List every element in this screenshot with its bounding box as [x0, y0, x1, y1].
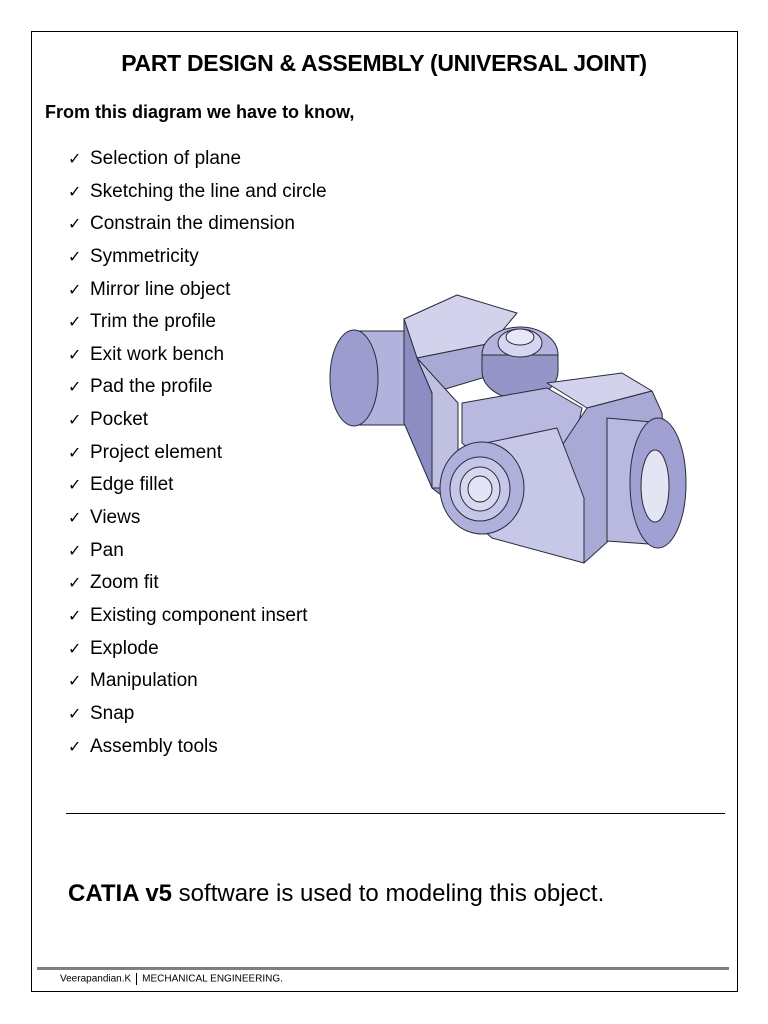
check-icon: ✓	[68, 410, 82, 430]
footer-department: MECHANICAL ENGINEERING.	[142, 973, 283, 985]
list-item	[68, 244, 327, 277]
check-icon: ✓	[68, 377, 82, 397]
list-item	[68, 668, 327, 701]
check-icon: ✓	[68, 442, 82, 462]
check-icon: ✓	[68, 540, 82, 560]
list-item-label: Trim the profile	[90, 311, 216, 333]
check-icon: ✓	[68, 214, 82, 234]
list-item-label: Pan	[90, 539, 124, 561]
right-shaft-bore	[641, 450, 669, 522]
list-item	[68, 374, 327, 407]
list-item-label: Pocket	[90, 409, 149, 431]
list-item-label: Mirror line object	[90, 278, 231, 300]
list-item	[68, 701, 327, 734]
list-item-label: Sketching the line and circle	[90, 180, 327, 202]
check-icon: ✓	[68, 181, 82, 201]
footer-divider	[37, 967, 729, 970]
list-item-label: Project element	[90, 441, 223, 463]
footer-separator	[136, 973, 137, 985]
list-item-label: Explode	[90, 637, 159, 659]
list-item-label: Assembly tools	[90, 735, 218, 757]
list-item	[68, 538, 327, 571]
page-title: PART DESIGN & ASSEMBLY (UNIVERSAL JOINT)	[121, 50, 647, 76]
list-item	[68, 472, 327, 505]
check-icon: ✓	[68, 246, 82, 266]
universal-joint-illustration	[322, 283, 692, 568]
check-icon: ✓	[68, 475, 82, 495]
intro-text: From this diagram we have to know,	[45, 102, 355, 122]
list-item-label: Manipulation	[90, 670, 198, 692]
software-statement	[68, 880, 604, 908]
list-item	[68, 440, 327, 473]
check-icon: ✓	[68, 312, 82, 332]
list-item	[68, 570, 327, 603]
check-icon: ✓	[68, 703, 82, 723]
check-icon: ✓	[68, 573, 82, 593]
footer	[60, 973, 283, 985]
check-icon: ✓	[68, 605, 82, 625]
list-item	[68, 407, 327, 440]
list-item	[68, 505, 327, 538]
left-shaft-end	[330, 330, 378, 426]
list-item-label: Existing component insert	[90, 604, 308, 626]
check-icon: ✓	[68, 344, 82, 364]
list-item	[68, 277, 327, 310]
list-item-label: Snap	[90, 702, 135, 724]
list-item-label: Selection of plane	[90, 148, 242, 169]
check-icon: ✓	[68, 279, 82, 299]
list-item	[68, 734, 327, 767]
list-item	[68, 603, 327, 636]
list-item	[68, 309, 327, 342]
checklist	[68, 146, 327, 766]
software-description: software is used to modeling this object.	[172, 880, 605, 907]
check-icon: ✓	[68, 149, 82, 168]
footer-author: Veerapandian.K	[60, 973, 132, 985]
list-item-label: Symmetricity	[90, 245, 199, 267]
list-item	[68, 146, 327, 179]
divider	[66, 813, 725, 814]
check-icon: ✓	[68, 671, 82, 691]
list-item-label: Pad the profile	[90, 376, 213, 398]
list-item	[68, 342, 327, 375]
list-item-label: Edge fillet	[90, 474, 174, 496]
software-name: CATIA v5	[68, 880, 173, 907]
check-icon: ✓	[68, 736, 82, 756]
check-icon: ✓	[68, 638, 82, 658]
list-item	[68, 211, 327, 244]
check-icon: ✓	[68, 508, 82, 528]
list-item-label: Constrain the dimension	[90, 213, 295, 235]
list-item-label: Views	[90, 507, 141, 529]
list-item	[68, 636, 327, 669]
list-item	[68, 179, 327, 212]
list-item-label: Zoom fit	[90, 572, 159, 594]
list-item-label: Exit work bench	[90, 343, 225, 365]
